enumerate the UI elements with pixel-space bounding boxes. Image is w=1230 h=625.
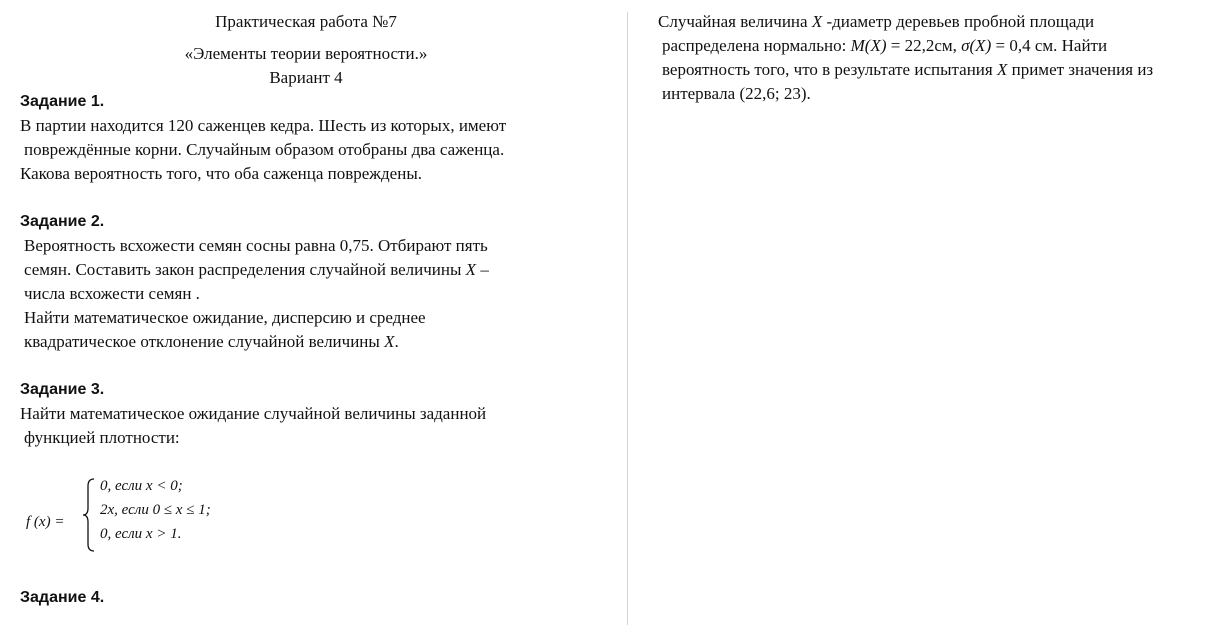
expectation-symbol: M(X) (850, 36, 887, 55)
task4-line-2 (658, 34, 1226, 58)
left-column (20, 10, 610, 610)
task2-line-3: числа всхожести семян . (24, 284, 200, 303)
task1-line-1: В партии находится 120 саженцев кедра. Шесть из которых, имеют (20, 116, 507, 135)
task4-line-3-rest: примет значения из (1007, 60, 1154, 79)
task3-heading: Задание 3. (20, 381, 105, 398)
task2-line-5-text: квадратическое отклонение случайной величины (24, 332, 385, 351)
task2-line-5-period: . (394, 332, 399, 351)
formula-lhs: f (x) = (26, 514, 65, 530)
task4-line-3 (658, 58, 1226, 82)
sigma-symbol: σ(X) (961, 36, 992, 55)
variable-x: X (384, 332, 395, 351)
column-divider (627, 12, 628, 625)
task1-line-3: Какова вероятность того, что оба саженца повреждены. (20, 164, 422, 183)
page-subtitle: «Элементы теории вероятности.» (184, 44, 428, 63)
task1-line-2: повреждённые корни. Случайным образом отобраны два саженца. (24, 140, 505, 159)
task4-line-2-rest: = 0,4 см. Найти (991, 36, 1108, 55)
formula-case-3: 0, если x > 1. (100, 526, 182, 542)
task2-heading: Задание 2. (20, 213, 105, 230)
task3-line-1: Найти математическое ожидание случайной величины заданной (20, 404, 487, 423)
task2-line-2-dash: – (476, 260, 489, 279)
task4-line-4: интервала (22,6; 23). (662, 84, 811, 103)
task4-line-1 (658, 10, 1226, 34)
task4-heading: Задание 4. (20, 589, 105, 606)
task4-line-3-text: вероятность того, что в результате испытания (662, 60, 997, 79)
task4-line-2-text: распределена нормально: (662, 36, 851, 55)
task4-line-1-text: Случайная величина (658, 12, 812, 31)
left-brace-icon (82, 478, 96, 552)
task2-line-5 (20, 330, 610, 354)
variable-x: X (811, 12, 823, 31)
formula-case-1: 0, если x < 0; (100, 478, 183, 494)
task4-line-2-value: = 22,2см, (886, 36, 962, 55)
right-column (658, 10, 1226, 106)
variant-label: Вариант 4 (269, 68, 343, 87)
formula-case-2: 2x, если 0 ≤ x ≤ 1; (100, 502, 211, 518)
variable-x: X (465, 260, 477, 279)
task2-line-1: Вероятность всхожести семян сосны равна 0,75. Отбирают пять (24, 236, 488, 255)
task3-line-2: функцией плотности: (24, 428, 180, 447)
task2-line-4: Найти математическое ожидание, дисперсию и среднее (24, 308, 426, 327)
task4-line-1-rest: -диаметр деревьев пробной площади (822, 12, 1095, 31)
task2-line-2-text: семян. Составить закон распределения случайной величины (24, 260, 466, 279)
task2-line-2 (20, 258, 610, 282)
density-formula (20, 474, 610, 570)
document-header (20, 10, 592, 90)
page-title: Практическая работа №7 (215, 12, 397, 31)
task1-heading: Задание 1. (20, 93, 105, 110)
variable-x: X (996, 60, 1008, 79)
